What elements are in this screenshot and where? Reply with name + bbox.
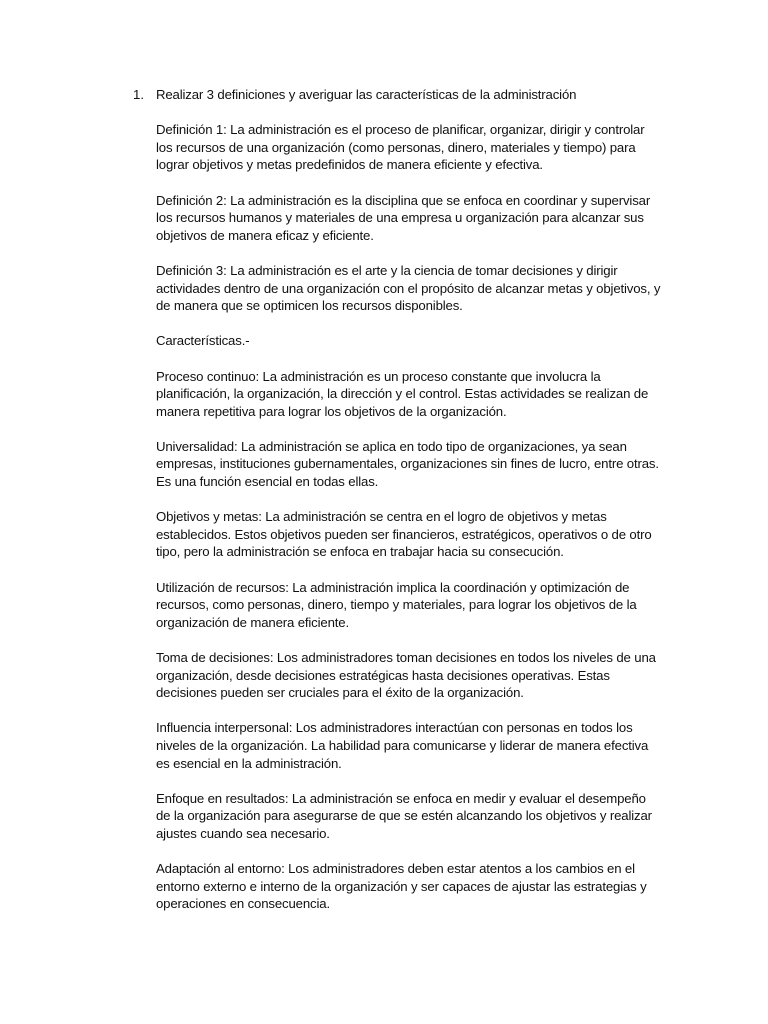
- characteristic-enfoque-en-resultados: Enfoque en resultados: La administración se enfoca en medir y evaluar el desempeño de la organización para asegurarse de que se estén alcanzando los objetivos y realizar ajustes cuando sea necesario.: [156, 790, 652, 841]
- characteristic-adaptacion-al-entorno: Adaptación al entorno: Los administradores deben estar atentos a los cambios en el entorno externo e interno de la organización y ser capaces de ajustar las estrategias y operaciones en consecuencia.: [156, 861, 647, 912]
- characteristic-influencia-interpersonal: Influencia interpersonal: Los administradores interactúan con personas en todos los niveles de la organización. La habilidad para comunicarse y liderar de manera efectiva es esencial en la administración.: [156, 720, 649, 771]
- characteristic-proceso-continuo: Proceso continuo: La administración es un proceso constante que involucra la planificación, la organización, la dirección y el control. Estas actividades se realizan de manera repetitiva para lograr los objetivos de la organización.: [156, 368, 649, 419]
- characteristic-objetivos-y-metas: Objetivos y metas: La administración se centra en el logro de objetivos y metas establecidos. Estos objetivos pueden ser financieros, estratégicos, operativos o de otro tipo, pero la administración se enfoca en trabajar hacia su consecución.: [156, 509, 652, 560]
- characteristic-universalidad: Universalidad: La administración se aplica en todo tipo de organizaciones, ya sean empresas, instituciones gubernamentales, organizaciones sin fines de lucro, entre otras. Es una función esencial en todas ellas.: [156, 438, 659, 490]
- definition-2: Definición 2: La administración es la disciplina que se enfoca en coordinar y supervisar los recursos humanos y materiales de una empresa u organización para alcanzar sus objetivos de manera eficaz y eficiente.: [156, 192, 651, 243]
- question-heading: Realizar 3 definiciones y averiguar las características de la administración: [156, 87, 577, 102]
- document-content: [156, 86, 661, 913]
- characteristic-toma-de-decisiones: Toma de decisiones: Los administradores toman decisiones en todos los niveles de una organización, desde decisiones estratégicas hasta decisiones operativas. Estas decisiones pueden ser cruciales para el éxito de la organización.: [156, 650, 656, 701]
- characteristics-title: Características.-: [156, 333, 250, 349]
- definition-1: Definición 1: La administración es el proceso de planificar, organizar, dirigir y controlar los recursos de una organización (como personas, dinero, materiales y tiempo) para lograr objetivos y metas predefinidos de manera eficiente y efectiva.: [156, 122, 645, 173]
- definition-3: Definición 3: La administración es el arte y la ciencia de tomar decisiones y dirigir actividades dentro de una organización con el propósito de alcanzar metas y objetivos, y de manera que se optimicen los recursos disponibles.: [156, 262, 661, 314]
- list-number: 1.: [133, 87, 144, 102]
- characteristic-utilizacion-de-recursos: Utilización de recursos: La administración implica la coordinación y optimización de recursos, como personas, dinero, tiempo y materiales, para lograr los objetivos de la organización de manera eficiente.: [156, 579, 637, 630]
